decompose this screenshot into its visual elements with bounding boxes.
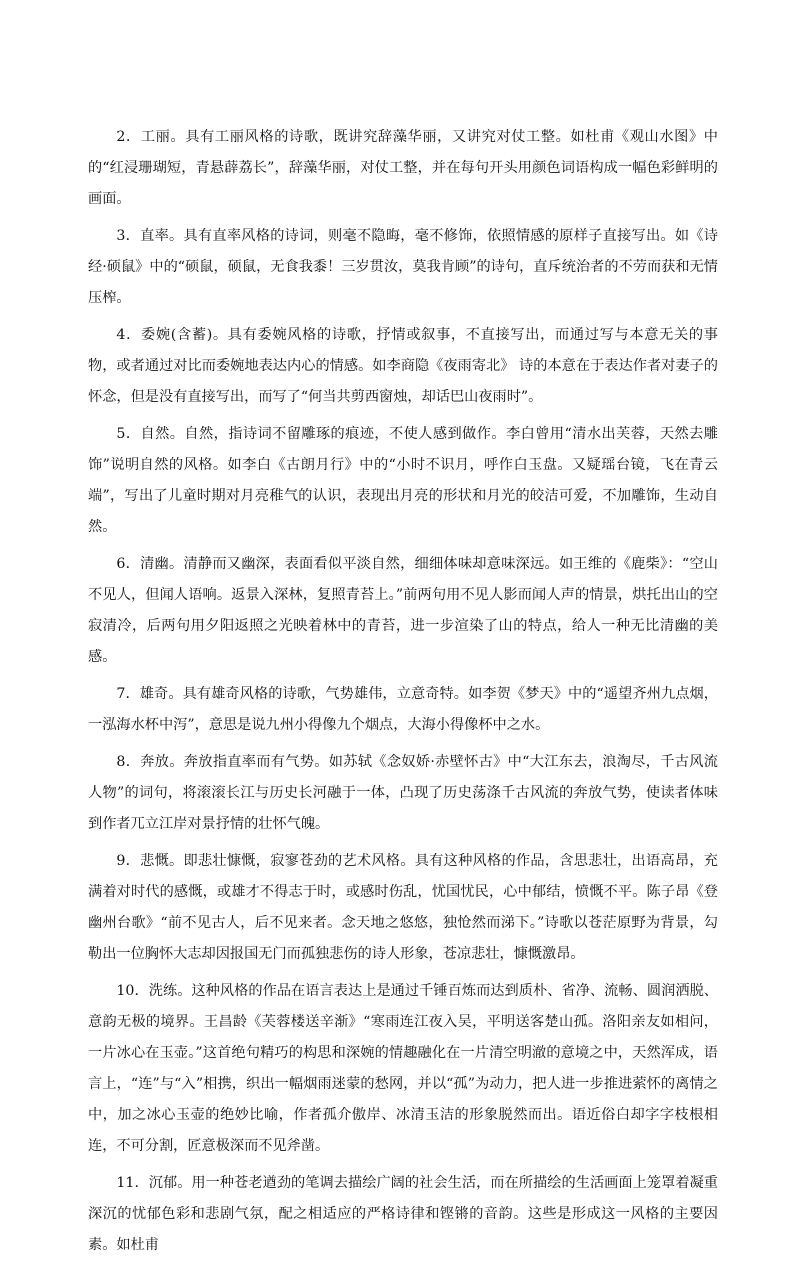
paragraph-zhishuai: 3．直率。具有直率风格的诗词，则毫不隐晦，毫不修饰，依照情感的原样子直接写出。如《诗经·硕鼠》中的“硕鼠，硕鼠，无食我黍！三岁贯汝，莫我肯顾”的诗句，直斥统治者的不劳而获和无情压榨。 [88,228,718,306]
paragraph-ziran: 5．自然。自然，指诗词不留雕琢的痕迹，不使人感到做作。李白曾用“清水出芙蓉，天然去雕饰”说明自然的风格。如李白《古朗月行》中的“小时不识月，呼作白玉盘。又疑瑶台镜，飞在青云端”，写出了儿童时期对月亮稚气的认识，表现出月亮的形状和月光的皎洁可爱，不加雕饰，生动自然。 [88,426,718,535]
paragraph-beikai: 9．悲慨。即悲壮慷慨，寂寥苍劲的艺术风格。具有这种风格的作品，含思悲壮，出语高昂，充满着对时代的感慨，或雄才不得志于时，或感时伤乱，忧国忧民，心中郁结，愤慨不平。陈子昂《登幽州台歌》“前不见古人，后不见来者。念天地之悠悠，独怆然而涕下。”诗歌以苍茫原野为背景，勾勒出一位胸怀大志却因报国无门而孤独悲伤的诗人形象，苍凉悲壮，慷慨激昂。 [88,853,718,962]
document-body [88,122,718,1267]
paragraph-gongli: 2．工丽。具有工丽风格的诗歌，既讲究辞藻华丽，又讲究对仗工整。如杜甫《观山水图》中的“红浸珊瑚短，青悬薜荔长”，辞藻华丽，对仗工整，并在每句开头用颜色词语构成一幅色彩鲜明的画面。 [88,129,718,207]
paragraph-xiongqi: 7．雄奇。具有雄奇风格的诗歌，气势雄伟，立意奇特。如李贺《梦天》中的“遥望齐州九点烟，一泓海水杯中泻”，意思是说九州小得像九个烟点，大海小得像杯中之水。 [88,686,718,733]
paragraph-weiwan: 4．委婉(含蓄)。具有委婉风格的诗歌，抒情或叙事，不直接写出，而通过写与本意无关的事物，或者通过对比而委婉地表达内心的情感。如李商隐《夜雨寄北》 诗的本意在于表达作者对妻子的怀念，但是没有直接写出，而写了“何当共剪西窗烛，却话巴山夜雨时”。 [88,327,718,405]
paragraph-qingyou: 6．清幽。清静而又幽深，表面看似平淡自然，细细体味却意味深远。如王维的《鹿柴》：“空山不见人，但闻人语响。返景入深林，复照青苔上。”前两句用不见人影而闻人声的情景，烘托出山的空寂清冷，后两句用夕阳返照之光映着林中的青苔，进一步渲染了山的特点，给人一种无比清幽的美感。 [88,556,718,665]
paragraph-benfang: 8．奔放。奔放指直率而有气势。如苏轼《念奴娇·赤壁怀古》中“大江东去，浪淘尽，千古风流人物”的词句，将滚滚长江与历史长河融于一体，凸现了历史荡涤千古风流的奔放气势，使读者体味到作者兀立江岸对景抒情的壮怀气魄。 [88,754,718,832]
paragraph-chenyu: 11．沉郁。用一种苍老遒劲的笔调去描绘广阔的社会生活，而在所描绘的生活画面上笼罩着凝重深沉的忧郁色彩和悲剧气氛，配之相适应的严格诗律和铿锵的音韵。这些是形成这一风格的主要因素。如杜甫 [88,1175,718,1253]
paragraph-xilian: 10．洗练。这种风格的作品在语言表达上是通过千锤百炼而达到质朴、省净、流畅、圆润洒脱、意韵无极的境界。王昌龄《芙蓉楼送辛渐》“寒雨连江夜入吴，平明送客楚山孤。洛阳亲友如相问，一片冰心在玉壶。”这首绝句精巧的构思和深婉的情趣融化在一片清空明澈的意境之中，天然浑成，语言上，“连”与“入”相携，织出一幅烟雨迷蒙的愁网，并以“孤”为动力，把人进一步推进萦怀的离情之中，加之冰心玉壶的绝妙比喻，作者孤介傲岸、冰清玉洁的形象脱然而出。语近俗白却字字枝根相连，不可分割，匠意极深而不见斧凿。 [88,983,718,1154]
